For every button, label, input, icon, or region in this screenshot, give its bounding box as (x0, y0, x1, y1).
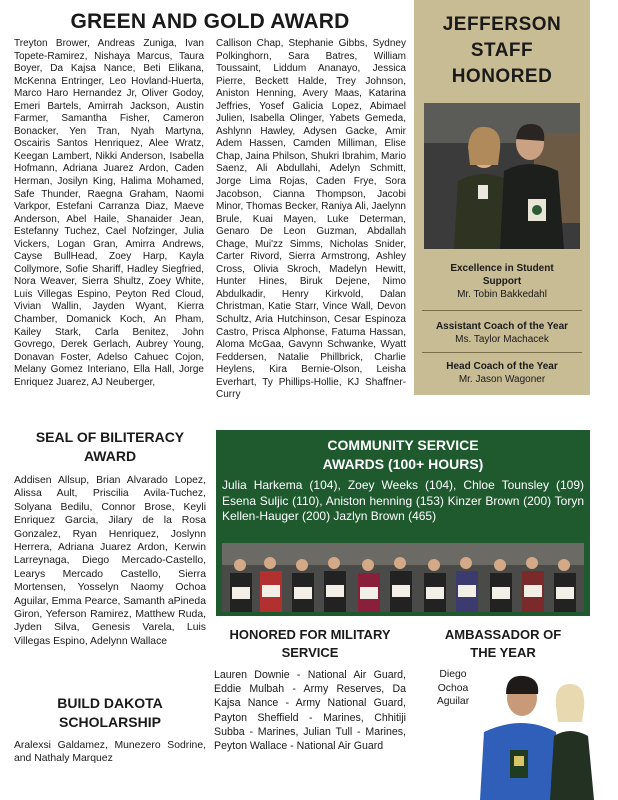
jefferson-staff-title (414, 0, 590, 90)
dakota-names: Aralexsi Galdamez, Munezero Sodrine, and Nathaly Marquez (14, 740, 206, 764)
award-divider (422, 352, 582, 353)
green-gold-names-col2: Callison Chap, Stephanie Gibbs, Sydney Polkinghorn, Sara Batres, William Toussaint, Liddum Ananayo, Jessica Pierre, Beckett Halde, Trey Johnson, Aniston Henning, Avery Maas, Katarina Jeffries, Yosef Galicia Lopez, Abimael Julien, Isabella Olinger, Yabets Gemeda, Ashlynn Hawley, Adysen Gacke, Amir Adem Hassen, Camden Milliman, Elise Chap, Jaina Philson, Shukri Ibrahim, Mario Saenz, Ali Abdullahi, Adelyn Schmitt, Jorge Lima Rojas, Caden Frye, Sora Jacobson, Cianna Thompson, Jacobi Minor, Thomas Becker, Raniya Ali, Jaelynn Brule, Kuai Mayen, Luke Determan, Genaro De Leon Guzman, Abdallah Chage, Mui'zz Simms, Nicholas Snider, Carter Rivord, Sierra Armstrong, Ashley Cross, Olivia Skroch, Madelyn Hewitt, Hunter Hines, Biruk Dejene, Nimo Abdulkadir, Henry Kirkvold, Dalan Christman, Katie Starr, Vince Wall, Devon Schultz, Aria Hutchinson, Cesar Espinoza Castro, Prisca Alphonse, Fatuma Hassan, Aloma McGaa, Gavynn Schwanke, Wyatt Feddersen, Natalie Phillbrick, Charlie Heylens, Kira Bernie-Olson, Leisha Everhart, Ty Phillips-Hollie, KJ Shaffner-Curry (216, 38, 406, 401)
green-gold-columns (14, 38, 406, 402)
award-excellence-student-support (414, 262, 590, 301)
seal-title-line1: SEAL OF BILITERACY (35, 429, 185, 445)
staff-photo (424, 103, 580, 249)
seal-title (14, 428, 206, 466)
award-divider (422, 310, 582, 311)
green-gold-title: GREEN AND GOLD AWARD (70, 10, 350, 33)
jefferson-title-line3: HONORED (451, 66, 553, 87)
community-title-line2: AWARDS (100+ HOURS) (322, 456, 484, 472)
award-title: Head Coach of the Year (446, 361, 558, 372)
ambassador-title-line2: THE YEAR (470, 645, 536, 660)
jefferson-title-line1: JEFFERSON (442, 14, 562, 35)
military-names: Lauren Downie - National Air Guard, Eddie Mulbah - Army Reserves, Da Kajsa Nance - Army National Guard, Payton Sheffield - Marines, Chhitiji Subba - Marines, Julian Tull - Marines, Peyton Wallace - National Air Guard (214, 669, 406, 753)
military-title-line1: HONORED FOR MILITARY (229, 627, 391, 642)
community-title-line1: COMMUNITY SERVICE (327, 437, 479, 453)
community-title (216, 430, 590, 474)
dakota-title-line2: SCHOLARSHIP (59, 714, 161, 730)
award-recipient: Mr. Jason Wagoner (458, 374, 546, 385)
ambassador-title (414, 626, 592, 662)
green-gold-names-col1: Treyton Brower, Andreas Zuniga, Ivan Topete-Ramirez, Nishaya Marcus, Taura Boyer, Da Kajsa Nance, Beti Elikana, McKenna Entringer, Leo Hovland-Huerta, Marco Haro Hernandez Jr, Oliver Godoy, Emeri Bartels, Amirrah Jackson, Austin Farmer, Samantha Fisher, Cameron Bonacker, Yen Tran, Nyah Martyna, Oscairis Santos Henriquez, Alee Wratz, Keegan Lambert, Nikki Anderson, Isabella Hofmann, Adriana Juarez Ardon, Caden Herman, Josilyn King, Halima Mohamed, Safe Thunder, Raegna Graham, Naomi Varkpor, Estefani Carranza Diaz, Maeve Anderson, Abel Haile, Shanaider Jean, Estefanny Tuchez, Cael Nofzinger, Julia Vickers, Logan Gran, Amirra Andrews, Cayse BullHead, Zoey Harp, Kayla Collymore, Sofie Shariff, Hadley Siegfried, Nora Weaver, Sierra Shultz, Zoey White, Luis Villegas Espino, Peyton Red Cloud, Vivian Wallin, Jayden Wyant, Kierra Chamber, Domanick Koch, An Pham, Kailey Stark, Carla Benitez, John Govrego, Derek Gerlach, Aubrey Young, Donavan Foster, Adelso Cahuec Cojon, Melany Gomez Interiano, Ella Hall, Jorge Enriquez Juarez, AJ Neuberger, (14, 38, 204, 388)
ambassador-title-line1: AMBASSADOR OF (444, 627, 562, 642)
award-recipient: Mr. Tobin Bakkedahl (457, 289, 547, 300)
staff-photo-illustration (424, 103, 580, 249)
seal-names: Addisen Allsup, Brian Alvarado Lopez, Alissa Ault, Priscilia Avila-Tuchez, Solyana Bedilu, Connor Brose, Keyli Enriquez Garcia, Jilary de la Rosa Gonzalez, Ryan Henriquez, Joslynn Herrera, Adriana Juarez Ardon, Kerwin Larreynaga, Diego Mercado-Castello, Learys Mercado Castello, Sierra Mortensen, Yosselyn Naomy Ochoa Aguilar, Emma Pearce, Samanth aPineda Giron, Yeferson Ramirez, Matthew Ruda, Jyden Silva, Genesis Varela, Luis Villegas Espino, Adelynn Wallace (14, 475, 206, 647)
dakota-title (14, 694, 206, 732)
build-dakota-section (14, 694, 206, 766)
ambassador-name-line2: Ochoa (437, 682, 469, 694)
jefferson-staff-panel (414, 0, 590, 395)
award-title-line2: Support (482, 276, 522, 287)
award-title (414, 262, 590, 288)
ambassador-name-line1: Diego (439, 669, 467, 680)
award-title: Assistant Coach of the Year (435, 321, 569, 332)
award-title-line1: Excellence in Student (450, 263, 554, 274)
seal-title-line2: AWARD (83, 448, 137, 464)
military-title-line2: SERVICE (281, 645, 339, 660)
community-group-photo (222, 543, 584, 612)
military-service-section (214, 626, 406, 753)
award-recipient: Ms. Taylor Machacek (455, 334, 549, 345)
award-assistant-coach (414, 320, 590, 346)
community-names: Julia Harkema (104), Zoey Weeks (104), Chloe Tounsley (109) Esena Suljic (110), Aniston henning (153) Kinzer Brown (200) Toryn Kellen-Hauger (200) Jazlyn Brown (465) (222, 478, 584, 523)
ambassador-photo (470, 666, 594, 800)
military-title (214, 626, 406, 662)
ambassador-photo-illustration (470, 666, 594, 800)
ambassador-name-line3: Aguilar (436, 696, 470, 707)
group-photo-illustration (222, 543, 584, 612)
seal-of-biliteracy-section (14, 428, 206, 648)
green-gold-award-section (14, 10, 406, 422)
ambassador-section (414, 626, 592, 800)
community-service-panel (216, 430, 590, 616)
award-head-coach (414, 360, 590, 386)
jefferson-title-line2: STAFF (470, 40, 534, 61)
dakota-title-line1: BUILD DAKOTA (57, 695, 163, 711)
